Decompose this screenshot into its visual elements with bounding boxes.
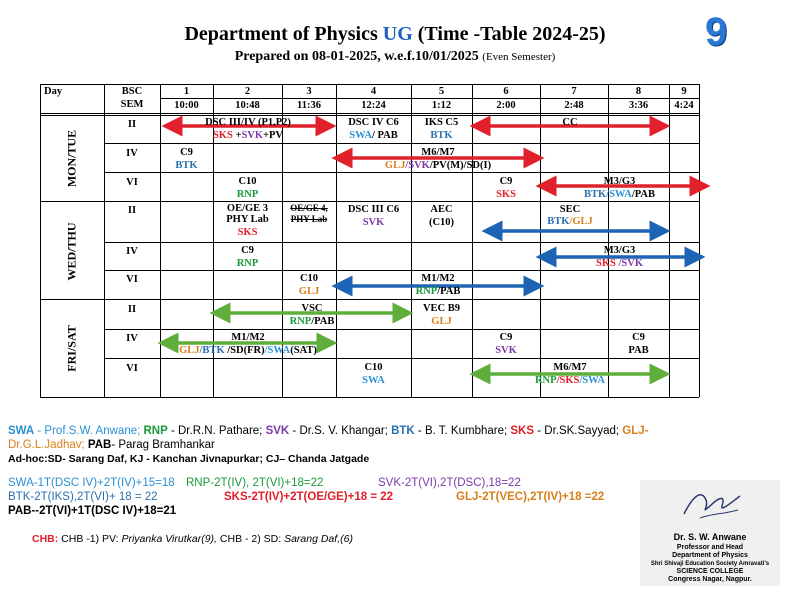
wed-ii-oe3-label: OE/GE 3 <box>226 203 269 214</box>
day-label-wed-thu: WED/THU <box>64 222 79 281</box>
wed-ii-sec-teachers: BTK/GLJ <box>547 216 593 227</box>
mon-ii-dsc-label: DSC III/IV (P1,P2) <box>205 117 291 128</box>
legend-line-2: Dr.G.L.Jadhav; PAB- Parag Bramhankar <box>8 439 215 451</box>
stamp-role: Professor and Head <box>676 544 744 551</box>
fri-vi-c10-label: C10 <box>364 362 383 373</box>
period-time: 1:12 <box>431 100 452 111</box>
mon-vi-c9-label: C9 <box>499 176 513 187</box>
period-number: 8 <box>635 86 642 97</box>
wed-ii-dsc-label: DSC III C6 <box>347 204 400 215</box>
period-number: 1 <box>183 86 190 97</box>
wed-ii-oe4-label: OE/GE 4, <box>290 203 328 213</box>
mon-ii-dsc-teachers: SKS +SVK+PV <box>212 130 284 141</box>
wed-iv-m3-teachers: SKS /SVK <box>596 258 643 269</box>
period-time: 10:00 <box>174 100 199 111</box>
day-label-fri-sat: FRI/SAT <box>64 325 79 372</box>
load-pab: PAB--2T(VI)+1T(DSC IV)+18=21 <box>8 505 177 517</box>
period-number: 5 <box>438 86 445 97</box>
stamp-name: Dr. S. W. Anwane <box>673 532 747 542</box>
period-time: 11:36 <box>297 100 321 111</box>
signature-mark <box>680 484 744 522</box>
mon-iv-m6-label: M6/M7 <box>421 147 455 158</box>
sem-label: IV <box>126 246 138 257</box>
wed-ii-aec-room: (C10) <box>428 217 455 228</box>
period-number: 4 <box>370 86 377 97</box>
header-sem: SEM <box>120 99 144 110</box>
fri-iv-c9b-label: C9 <box>632 332 645 343</box>
fri-ii-vsc-label: VSC <box>301 303 323 314</box>
period-time: 3:36 <box>628 100 649 111</box>
fri-ii-vsc-teachers: RNP/PAB <box>289 316 335 327</box>
wed-vi-m1-label: M1/M2 <box>421 273 455 284</box>
chb-line: CHB: CHB -1) PV: Priyanka Virutkar(9), CHB - 2) SD: Sarang Daf,(6) <box>32 533 353 545</box>
period-time: 4:24 <box>674 100 694 111</box>
fri-iv-m1-teachers: GLJ/BTK /SD(FR)/SWA(SAT) <box>179 345 317 356</box>
mon-ii-iks-label: IKS C5 <box>424 117 459 128</box>
sem-label: IV <box>126 333 138 344</box>
period-time: 12:24 <box>361 100 386 111</box>
stamp-college: SCIENCE COLLEGE <box>676 568 744 575</box>
wed-iv-m3-label: M3/G3 <box>603 245 636 256</box>
period-number: 3 <box>306 86 312 97</box>
fri-iv-c9-teacher: SVK <box>495 345 517 356</box>
wed-ii-sec-label: SEC <box>559 204 581 215</box>
sem-label: VI <box>126 177 138 188</box>
period-time: 2:48 <box>564 100 584 111</box>
stamp-dept: Department of Physics <box>672 552 748 559</box>
mon-vi-m3-teachers: BTK/SWA/PAB <box>583 189 655 200</box>
load-glj: GLJ-2T(VEC),2T(IV)+18 =22 <box>456 491 605 503</box>
fri-vi-c10-teacher: SWA <box>362 375 385 386</box>
sem-label: II <box>127 205 137 216</box>
period-number: 2 <box>244 86 251 97</box>
fri-iv-c9b-teacher: PAB <box>628 345 649 356</box>
sem-label: VI <box>126 274 138 285</box>
period-number: 9 <box>681 86 687 97</box>
sem-label: II <box>127 304 137 315</box>
sem-label: II <box>127 119 137 130</box>
sem-label: IV <box>126 148 138 159</box>
mon-iv-c9-teacher: BTK <box>175 160 198 171</box>
wed-iv-c9-teacher: RNP <box>236 258 259 269</box>
wed-ii-dsc-teacher: SVK <box>362 217 385 228</box>
title-rest: (Time -Table 2024-25) <box>417 23 606 45</box>
wed-ii-aec-label: AEC <box>430 204 453 215</box>
page-number: 9 <box>705 10 728 54</box>
wed-iv-c9-label: C9 <box>241 245 254 256</box>
mon-ii-iks-teacher: BTK <box>430 130 453 141</box>
stamp-society: Shri Shivaji Education Society Amravati's <box>650 561 770 567</box>
mon-iv-c9-label: C9 <box>180 147 193 158</box>
fri-vi-m6-label: M6/M7 <box>553 362 587 373</box>
header-day: Day <box>44 86 63 97</box>
fri-ii-vec-teacher: GLJ <box>431 316 452 327</box>
wed-ii-oe3-teacher: SKS <box>237 227 258 238</box>
prepared-text: Prepared on 08-01-2025, w.e.f.10/01/2025 <box>234 49 479 64</box>
mon-ii-cc-label: CC <box>562 117 578 128</box>
fri-ii-vec-label: VEC B9 <box>422 303 461 314</box>
mon-vi-c10-teacher: RNP <box>236 189 259 200</box>
load-swa: SWA-1T(DSC IV)+2T(IV)+15=18 <box>8 477 175 489</box>
wed-ii-oe4-lab: PHY Lab <box>290 214 328 224</box>
load-rnp: RNP-2T(IV), 2T(VI)+18=22 <box>186 477 324 489</box>
wed-vi-c10-teacher: GLJ <box>298 286 320 297</box>
mon-ii-c6-teachers: SWA/ PAB <box>349 130 398 141</box>
period-number: 7 <box>571 86 577 97</box>
mon-vi-m3-label: M3/G3 <box>603 176 636 187</box>
load-svk: SVK-2T(VI),2T(DSC),18=22 <box>378 477 521 489</box>
mon-iv-m6-teachers: GLJ/SVK/PV(M)/SD(I) <box>384 160 492 171</box>
legend-adhoc: Ad-hoc:SD- Sarang Daf, KJ - Kanchan Jivnapurkar; CJ– Chanda Jatgade <box>8 453 370 465</box>
mon-ii-c6-label: DSC IV C6 <box>348 117 399 128</box>
sem-label: VI <box>126 363 138 374</box>
legend-line-1: SWA - Prof.S.W. Anwane; RNP - Dr.R.N. Pathare; SVK - Dr.S. V. Khangar; BTK - B. T. Kumbhare; SKS - Dr.SK.Sayyad; GLJ- <box>8 425 649 437</box>
day-label-mon-tue: MON/TUE <box>64 129 79 188</box>
fri-vi-m6-teachers: RNP/SKS/SWA <box>534 375 606 386</box>
stamp-address: Congress Nagar, Nagpur. <box>668 576 752 583</box>
wed-ii-oe3-lab: PHY Lab <box>226 214 269 225</box>
wed-vi-c10-label: C10 <box>299 273 319 284</box>
mon-vi-c10-label: C10 <box>238 176 257 187</box>
semester-note: (Even Semester) <box>482 51 556 63</box>
header-bsc: BSC <box>121 86 143 97</box>
wed-vi-m1-teachers: RNP/PAB <box>415 286 461 297</box>
fri-iv-m1-label: M1/M2 <box>231 332 265 343</box>
mon-vi-c9-teacher: SKS <box>496 189 516 200</box>
title-ug: UG <box>382 23 413 45</box>
signature-stamp <box>640 480 780 586</box>
period-time: 2:00 <box>496 100 516 111</box>
load-btk: BTK-2T(IKS),2T(VI)+ 18 = 22 <box>8 491 158 503</box>
load-sks: SKS-2T(IV)+2T(OE/GE)+18 = 22 <box>224 491 394 503</box>
period-number: 6 <box>503 86 509 97</box>
title-main: Department of Physics <box>184 23 378 45</box>
fri-iv-c9-label: C9 <box>499 332 513 343</box>
period-time: 10:48 <box>235 100 260 111</box>
